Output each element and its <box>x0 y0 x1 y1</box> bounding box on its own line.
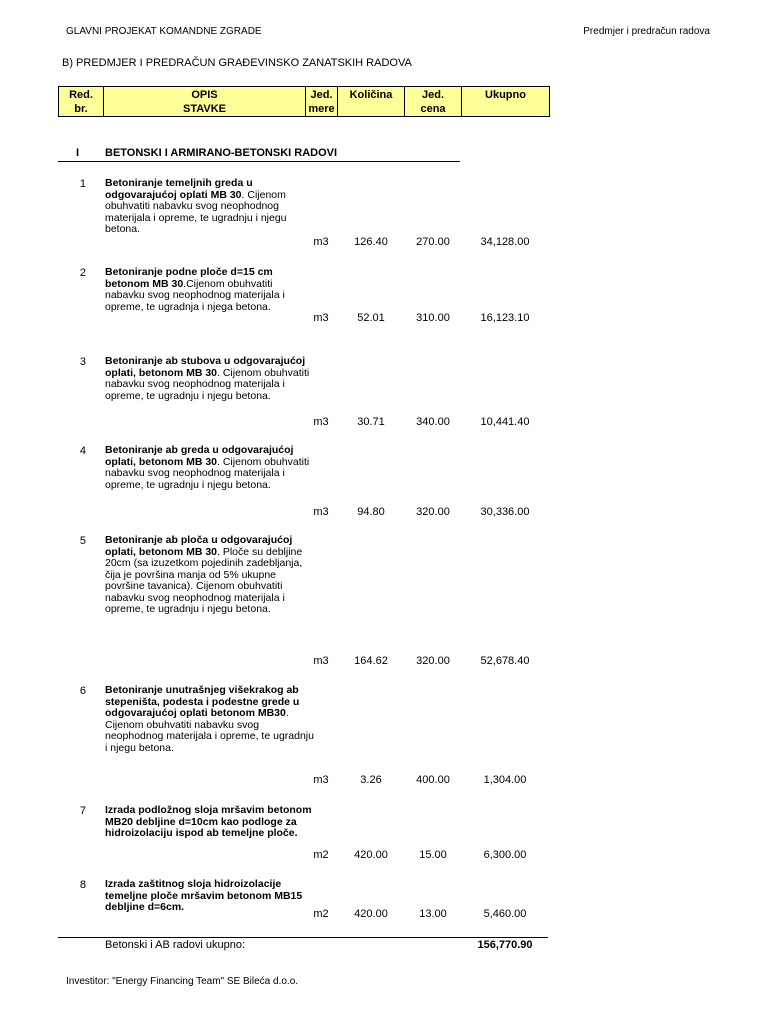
item-description-rest: .Cijenom obuhvatiti nabavku svog neophodnog materijala i opreme, te ugradnja i njega betona. <box>105 277 285 313</box>
item-description <box>105 178 315 236</box>
column-header-kolicina-label: Količina <box>349 89 393 101</box>
item-quantity: 420.00 <box>354 908 388 920</box>
summary-divider <box>58 937 548 938</box>
item-description-bold: Betoniranje ab ploča u odgovarajućoj oplati, betonom MB 30 <box>105 534 293 558</box>
item-number: 2 <box>79 267 86 279</box>
item-description-rest: . Cijenom obuhvatiti nabavku svog neophodnog materijala i opreme, te ugradnju i njegu betona. <box>105 455 310 491</box>
document-footer: Investitor: "Energy Financing Team" SE Bileća d.o.o. <box>66 976 299 987</box>
item-quantity: 94.80 <box>357 506 385 518</box>
item-description-bold: Betoniranje ab stubova u odgovarajućoj oplati, betonom MB 30 <box>105 355 306 379</box>
item-total: 34,128.00 <box>480 236 530 248</box>
section-title: B) PREDMJER I PREDRAČUN GRAĐEVINSKO ZANATSKIH RADOVA <box>62 57 412 69</box>
item-description-rest: . Cijenom obuhvatiti nabavku svog neophodnog materijala i opreme, te ugradnju i njegu betona. <box>105 366 310 402</box>
item-description-bold: Izrada zaštitnog sloja hidroizolacije temeljne ploče mršavim betonom MB15 debljine d=6cm. <box>105 878 303 913</box>
item-quantity: 30.71 <box>357 416 385 428</box>
column-header-red-line2: br. <box>74 103 88 115</box>
item-description <box>105 535 315 616</box>
column-header-opis-line2: STAVKE <box>183 103 226 115</box>
item-total: 16,123.10 <box>480 312 530 324</box>
column-header-jed-mere <box>306 87 338 116</box>
item-description-bold: Betoniranje podne ploče d=15 cm betonom MB 30 <box>105 266 273 290</box>
item-description-bold: Betoniranje unutrašnjeg višekrakog ab stepeništa, podesta i podestne grede u odgovarajućoj oplati betonom MB30 <box>105 684 300 719</box>
column-header-cena-line1: Jed. <box>421 89 444 101</box>
column-header-cena-line2: cena <box>420 103 446 115</box>
item-description <box>105 805 315 840</box>
item-description <box>105 356 315 402</box>
item-unit-price: 310.00 <box>416 312 450 324</box>
item-description <box>105 685 315 754</box>
item-description-rest: . Cijenom obuhvatiti nabavku svog neophodnog materijala i opreme, te ugradnju i njegu betona. <box>105 707 314 754</box>
summary-total: 156,770.90 <box>477 939 533 951</box>
item-unit: m3 <box>313 774 329 786</box>
column-header-ukupno-label: Ukupno <box>485 89 526 101</box>
item-total: 1,304.00 <box>483 774 527 786</box>
item-description-bold: Betoniranje temeljnih greda u odgovarajućoj oplati MB 30 <box>105 177 253 201</box>
item-number: 6 <box>79 685 86 697</box>
item-quantity: 164.62 <box>354 655 388 667</box>
table-column-header <box>58 86 550 117</box>
item-total: 30,336.00 <box>480 506 530 518</box>
item-quantity: 420.00 <box>354 849 388 861</box>
group-number: I <box>76 147 80 159</box>
item-quantity: 126.40 <box>354 236 388 248</box>
column-header-kolicina <box>338 87 405 116</box>
item-unit: m3 <box>313 312 329 324</box>
item-unit-price: 340.00 <box>416 416 450 428</box>
item-description-rest: . Ploče su debljine 20cm (sa izuzetkom pojedinih zadebljanja, čija je površina manja od 5% ukupne površine tavanica). Cijenom obuhvatiti nabavku svog neophodnog materijala i opreme, te ugradnju i njegu betona. <box>105 545 303 615</box>
item-unit-price: 320.00 <box>416 506 450 518</box>
column-header-jed-line2: mere <box>308 103 335 115</box>
item-unit-price: 15.00 <box>419 849 447 861</box>
item-number: 5 <box>79 535 86 547</box>
item-number: 7 <box>79 805 86 817</box>
item-total: 10,441.40 <box>480 416 530 428</box>
column-header-red-line1: Red. <box>69 89 93 101</box>
item-unit: m2 <box>313 849 329 861</box>
item-number: 8 <box>79 879 86 891</box>
item-description-bold: Izrada podložnog sloja mršavim betonom MB20 debljine d=10cm kao podloge za hidroizolaciju ispod ab temeljne ploče. <box>105 804 312 839</box>
item-total: 5,460.00 <box>483 908 527 920</box>
item-unit-price: 270.00 <box>416 236 450 248</box>
item-unit: m3 <box>313 655 329 667</box>
column-header-ukupno <box>462 87 549 116</box>
item-unit: m3 <box>313 416 329 428</box>
group-title: BETONSKI I ARMIRANO-BETONSKI RADOVI <box>105 147 338 159</box>
item-number: 4 <box>79 445 86 457</box>
column-header-red-br <box>59 87 104 116</box>
group-divider <box>58 161 460 162</box>
item-description-bold: Betoniranje ab greda u odgovarajućoj oplati, betonom MB 30 <box>105 444 294 468</box>
column-header-jed-line1: Jed. <box>310 89 333 101</box>
item-total: 6,300.00 <box>483 849 527 861</box>
item-unit-price: 13.00 <box>419 908 447 920</box>
summary-label: Betonski i AB radovi ukupno: <box>105 939 246 951</box>
item-unit-price: 400.00 <box>416 774 450 786</box>
item-total: 52,678.40 <box>480 655 530 667</box>
item-quantity: 3.26 <box>360 774 382 786</box>
item-description <box>105 445 315 491</box>
item-unit-price: 320.00 <box>416 655 450 667</box>
item-number: 1 <box>79 178 86 190</box>
item-unit: m3 <box>313 506 329 518</box>
item-quantity: 52.01 <box>357 312 385 324</box>
item-unit: m3 <box>313 236 329 248</box>
column-header-opis-line1: OPIS <box>191 89 218 101</box>
item-number: 3 <box>79 356 86 368</box>
item-description-rest: . Cijenom obuhvatiti nabavku svog neophodnog materijala i opreme, te ugradnju i njegu betona. <box>105 188 287 235</box>
document-header-subtitle: Predmjer i predračun radova <box>583 26 710 37</box>
column-header-jed-cena <box>405 87 462 116</box>
document-header-title: GLAVNI PROJEKAT KOMANDNE ZGRADE <box>66 26 262 37</box>
item-description <box>105 267 315 313</box>
column-header-opis <box>104 87 306 116</box>
item-unit: m2 <box>313 908 329 920</box>
item-description <box>105 879 315 914</box>
